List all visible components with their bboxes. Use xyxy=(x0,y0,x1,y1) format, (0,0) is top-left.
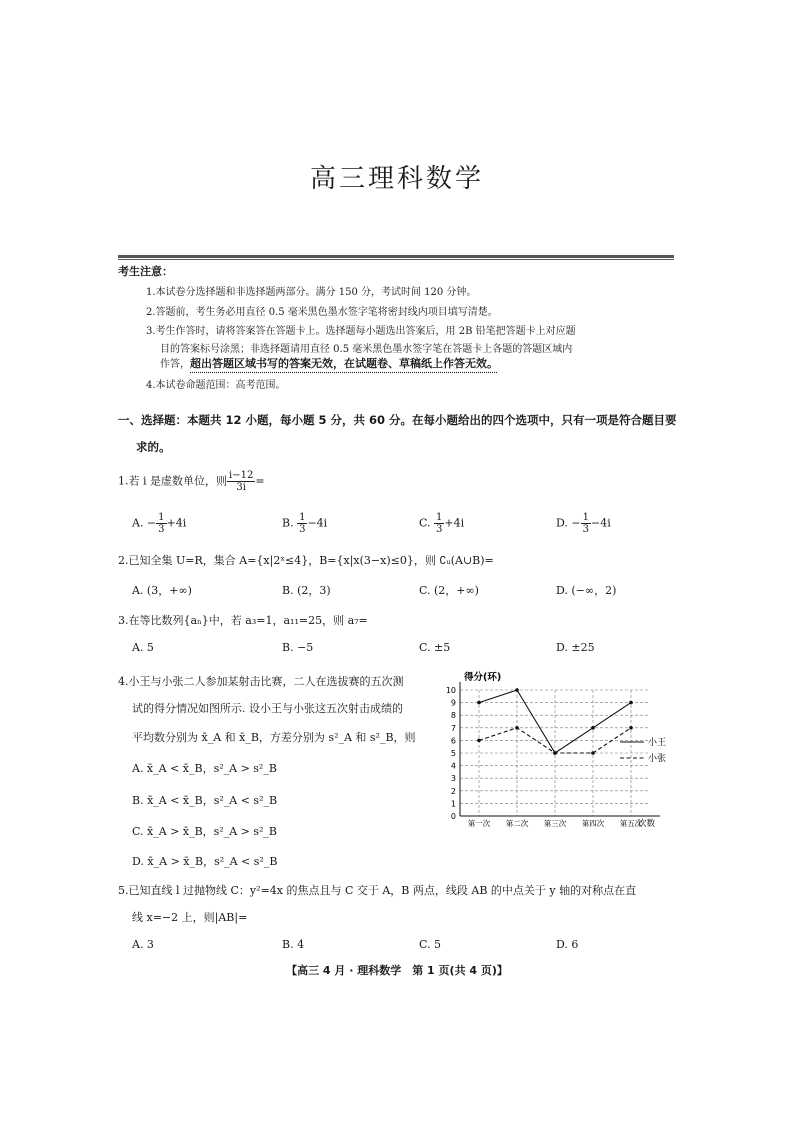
y-tick-label: 8 xyxy=(450,711,456,721)
q1-b-den: 3 xyxy=(299,524,306,535)
y-tick-label: 6 xyxy=(450,736,456,746)
q5-option-c: C. 5 xyxy=(419,938,442,951)
section-heading-line-2: 求的。 xyxy=(136,440,171,454)
series-1-point xyxy=(515,688,519,692)
q1-option-b xyxy=(282,512,327,535)
x-tick-label: 第二次 xyxy=(505,819,529,828)
q1-b-post: −4i xyxy=(307,516,328,530)
chart-y-axis-title: 得分(环) xyxy=(464,672,502,683)
q5-option-d: D. 6 xyxy=(556,938,579,951)
y-tick-label: 3 xyxy=(450,774,456,784)
q2-option-c: C. (2，+∞) xyxy=(419,584,479,597)
question-1-stem xyxy=(118,470,265,493)
q1-b-fraction xyxy=(297,512,307,535)
notice-emphasis: 超出答题区域书写的答案无效，在试题卷、草稿纸上作答无效。 xyxy=(190,357,498,370)
q4-option-a: A. x̄_A < x̄_B，s²_A > s²_B xyxy=(132,762,277,775)
series-1-point xyxy=(477,701,481,705)
series-1-point xyxy=(591,726,595,730)
y-tick-label: 2 xyxy=(450,786,456,796)
q2-option-b: B. (2，3) xyxy=(282,584,331,597)
series-2-point xyxy=(629,726,633,730)
q1-option-a xyxy=(132,512,186,535)
q1-option-c xyxy=(419,512,464,535)
q1-stem-text: 1.若 i 是虚数单位，则 xyxy=(118,474,228,488)
y-tick-label: 4 xyxy=(450,761,456,771)
q1-option-d xyxy=(556,512,611,535)
question-4-line-3: 平均数分别为 x̄_A 和 x̄_B，方差分别为 s²_A 和 s²_B，则 xyxy=(132,731,416,744)
series-2-point xyxy=(515,726,519,730)
notice-line-1: 1.本试卷分选择题和非选择题两部分。满分 150 分，考试时间 120 分钟。 xyxy=(146,287,477,298)
q1-c-post: +4i xyxy=(444,516,465,530)
q3-option-c: C. ±5 xyxy=(419,641,451,654)
q1-frac-denominator: 3i xyxy=(236,482,246,493)
notice-line-3c xyxy=(160,355,498,371)
q1-d-label: D. − xyxy=(556,516,581,530)
y-tick-label: 9 xyxy=(450,698,456,708)
notice-line-3a: 3.考生作答时，请将答案答在答题卡上。选择题每小题选出答案后，用 2B 铅笔把答题卡上对应题 xyxy=(146,326,576,337)
question-3-stem: 3.在等比数列{aₙ}中，若 a₃=1，a₁₁=25，则 a₇= xyxy=(118,614,368,627)
q4-option-d: D. x̄_A > x̄_B，s²_A < s²_B xyxy=(132,855,278,868)
y-tick-label: 0 xyxy=(450,812,456,821)
y-tick-label: 7 xyxy=(450,723,456,733)
q1-d-post: −4i xyxy=(591,516,611,530)
q1-c-label: C. xyxy=(419,516,435,530)
q1-stem-equals: = xyxy=(255,474,265,488)
legend-label-1: 小王 xyxy=(648,738,667,748)
x-tick-label: 第五次 xyxy=(619,819,643,828)
question-4-line-2: 试的得分情况如图所示. 设小王与小张这五次射击成绩的 xyxy=(132,702,403,715)
question-4-line-1: 4.小王与小张二人参加某射击比赛，二人在选拔赛的五次测 xyxy=(118,675,404,688)
q1-c-num: 1 xyxy=(436,512,443,523)
q1-d-num: 1 xyxy=(582,512,590,523)
q1-a-fraction xyxy=(156,512,166,535)
y-tick-label: 5 xyxy=(450,749,456,758)
notice-heading: 考生注意： xyxy=(118,265,173,278)
q2-option-d: D. (−∞，2) xyxy=(556,584,617,597)
q1-a-den: 3 xyxy=(158,524,165,535)
x-tick-label: 第一次 xyxy=(467,819,491,828)
notice-line-3b: 目的答案标号涂黑；非选择题请用直径 0.5 毫米黑色墨水签字笔在答题卡上各题的答题区域内 xyxy=(160,344,573,355)
q1-b-num: 1 xyxy=(299,512,306,523)
q2-option-a: A. (3，+∞) xyxy=(132,584,192,597)
header-rule-thin xyxy=(118,259,674,260)
q1-d-fraction xyxy=(581,512,591,535)
q1-a-label: A. − xyxy=(132,516,157,530)
page-title: 高三理科数学 xyxy=(309,164,484,194)
chart-x-axis-title: 次数 xyxy=(638,819,656,829)
x-tick-label: 第三次 xyxy=(543,819,567,828)
q4-score-chart xyxy=(420,668,680,833)
y-tick-label: 10 xyxy=(445,686,456,695)
page-footer: 【高三 4 月 · 理科数学 第 1 页(共 4 页)】 xyxy=(286,964,508,977)
q1-a-num: 1 xyxy=(158,512,165,523)
header-rule-thick xyxy=(118,255,674,258)
q5-option-a: A. 3 xyxy=(132,938,154,951)
q3-option-a: A. 5 xyxy=(132,641,154,654)
question-5-line-1: 5.已知直线 l 过抛物线 C：y²=4x 的焦点且与 C 交于 A，B 两点，线段 AB 的中点关于 y 轴的对称点在直 xyxy=(118,884,637,897)
q3-option-b: B. −5 xyxy=(282,641,314,654)
chart-y-ticks xyxy=(446,686,456,821)
x-tick-label: 第四次 xyxy=(581,819,605,828)
q3-option-d: D. ±25 xyxy=(556,641,595,654)
series-2-point xyxy=(553,751,557,755)
q5-option-b: B. 4 xyxy=(282,938,305,951)
q4-option-b: B. x̄_A < x̄_B，s²_A < s²_B xyxy=(132,794,278,807)
series-1-point xyxy=(629,701,633,705)
q1-c-fraction xyxy=(434,512,444,535)
notice-line-4: 4.本试卷命题范围：高考范围。 xyxy=(146,380,286,391)
q1-a-post: +4i xyxy=(166,516,187,530)
q1-frac-numerator: i−12 xyxy=(229,470,254,481)
chart-x-ticks xyxy=(468,818,643,828)
q1-b-label: B. xyxy=(282,516,298,530)
q4-option-c: C. x̄_A > x̄_B，s²_A > s²_B xyxy=(132,825,278,838)
notice-line-3c-prefix: 作答， xyxy=(160,359,190,370)
q1-d-den: 3 xyxy=(582,524,590,535)
question-5-line-2: 线 x=−2 上，则|AB|= xyxy=(132,911,248,924)
y-tick-label: 1 xyxy=(450,799,456,809)
series-2-point xyxy=(591,751,595,755)
notice-line-2: 2.答题前，考生务必用直径 0.5 毫米黑色墨水签字笔将密封线内项目填写清楚。 xyxy=(146,307,498,318)
section-heading-line-1: 一、选择题：本题共 12 小题，每小题 5 分，共 60 分。在每小题给出的四个选项中，只有一项是符合题目要 xyxy=(118,413,677,427)
legend-label-2: 小张 xyxy=(648,754,667,764)
series-2-point xyxy=(477,739,481,743)
q1-fraction xyxy=(227,470,255,493)
q1-c-den: 3 xyxy=(436,524,443,535)
question-2-stem: 2.已知全集 U=R，集合 A={x|2ˣ≤4}，B={x|x(3−x)≤0}，则 ∁ᵤ(A∪B)= xyxy=(118,554,494,567)
